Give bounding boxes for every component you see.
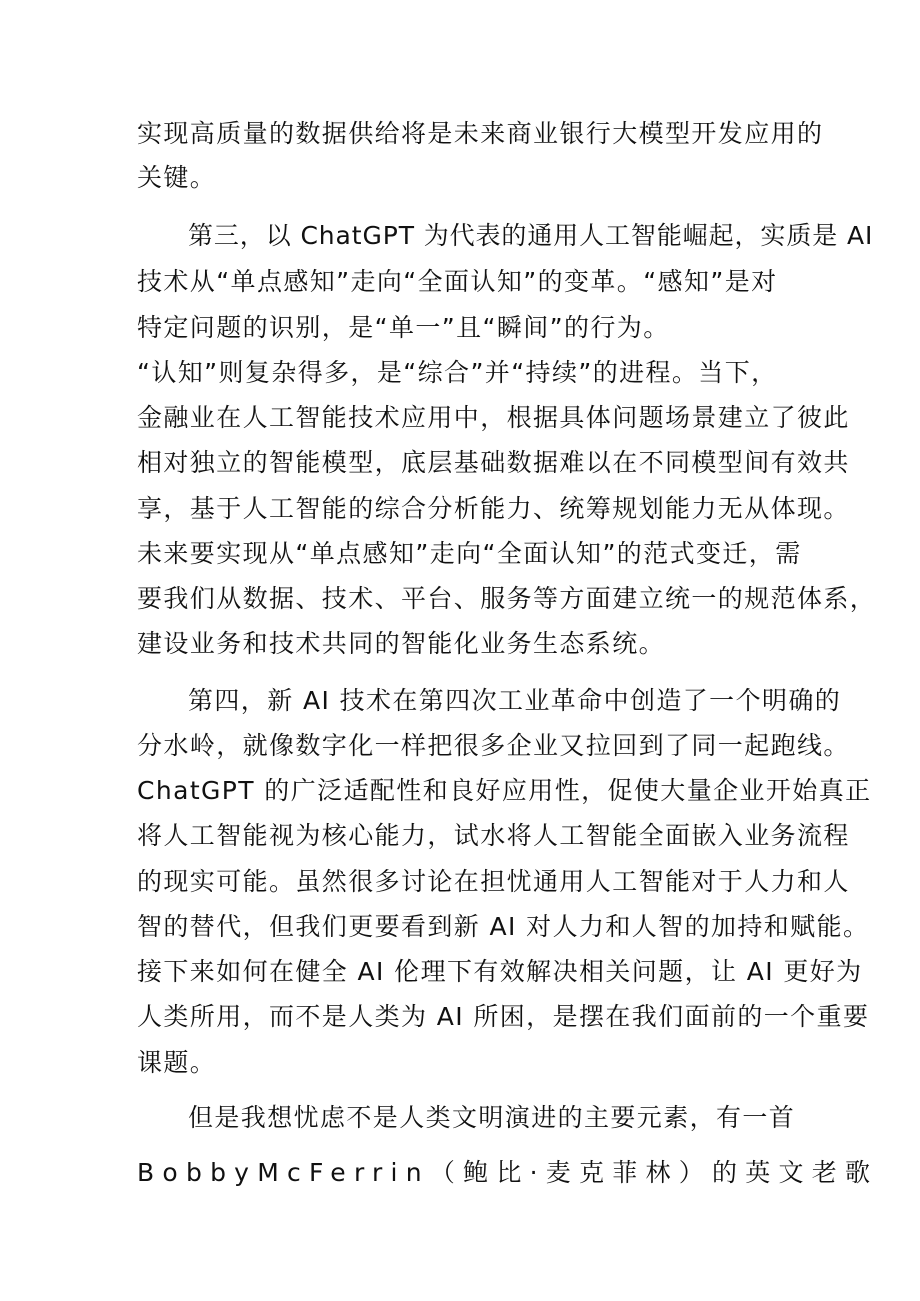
text-line: 金融业在人工智能技术应用中，根据具体问题场景建立了彼此	[137, 403, 850, 432]
text-line: 课题。	[137, 1048, 217, 1077]
text-line: 的现实可能。虽然很多讨论在担忧通用人工智能对于人力和人	[137, 867, 850, 896]
paragraph-start-line: 但是我想忧虑不是人类文明演进的主要元素，有一首	[188, 1103, 796, 1132]
text-line: “认知”则复杂得多，是“综合”并“持续”的进程。当下，	[137, 358, 778, 387]
text-line: 享，基于人工智能的综合分析能力、统筹规划能力无从体现。	[137, 494, 850, 523]
text-line: ChatGPT 的广泛适配性和良好应用性，促使大量企业开始真正	[137, 776, 872, 805]
text-line: 将人工智能视为核心能力，试水将人工智能全面嵌入业务流程	[137, 821, 850, 850]
text-line: 关键。	[137, 163, 217, 192]
text-line: 实现高质量的数据供给将是未来商业银行大模型开发应用的	[137, 119, 824, 148]
text-line: 建设业务和技术共同的智能化业务生态系统。	[137, 629, 666, 658]
text-line: 技术从“单点感知”走向“全面认知”的变革。“感知”是对	[137, 267, 778, 296]
text-line: BobbyMcFerrin（鲍比·麦克菲林）的英文老歌	[137, 1158, 879, 1187]
text-line: 接下来如何在健全 AI 伦理下有效解决相关问题，让 AI 更好为	[137, 957, 863, 986]
text-line: 分水岭，就像数字化一样把很多企业又拉回到了同一起跑线。	[137, 731, 850, 760]
paragraph-start-line: 第四，新 AI 技术在第四次工业革命中创造了一个明确的	[188, 686, 842, 715]
text-line: 相对独立的智能模型，底层基础数据难以在不同模型间有效共	[137, 448, 850, 477]
text-line: 要我们从数据、技术、平台、服务等方面建立统一的规范体系，	[137, 584, 877, 613]
text-line: 特定问题的识别，是“单一”且“瞬间”的行为。	[137, 313, 670, 342]
paragraph-start-line: 第三，以 ChatGPT 为代表的通用人工智能崛起，实质是 AI	[188, 221, 874, 250]
text-line: 人类所用，而不是人类为 AI 所困，是摆在我们面前的一个重要	[137, 1002, 870, 1031]
text-line: 智的替代，但我们更要看到新 AI 对人力和人智的加持和赋能。	[137, 912, 870, 941]
text-line: 未来要实现从“单点感知”走向“全面认知”的范式变迁，需	[137, 539, 802, 568]
